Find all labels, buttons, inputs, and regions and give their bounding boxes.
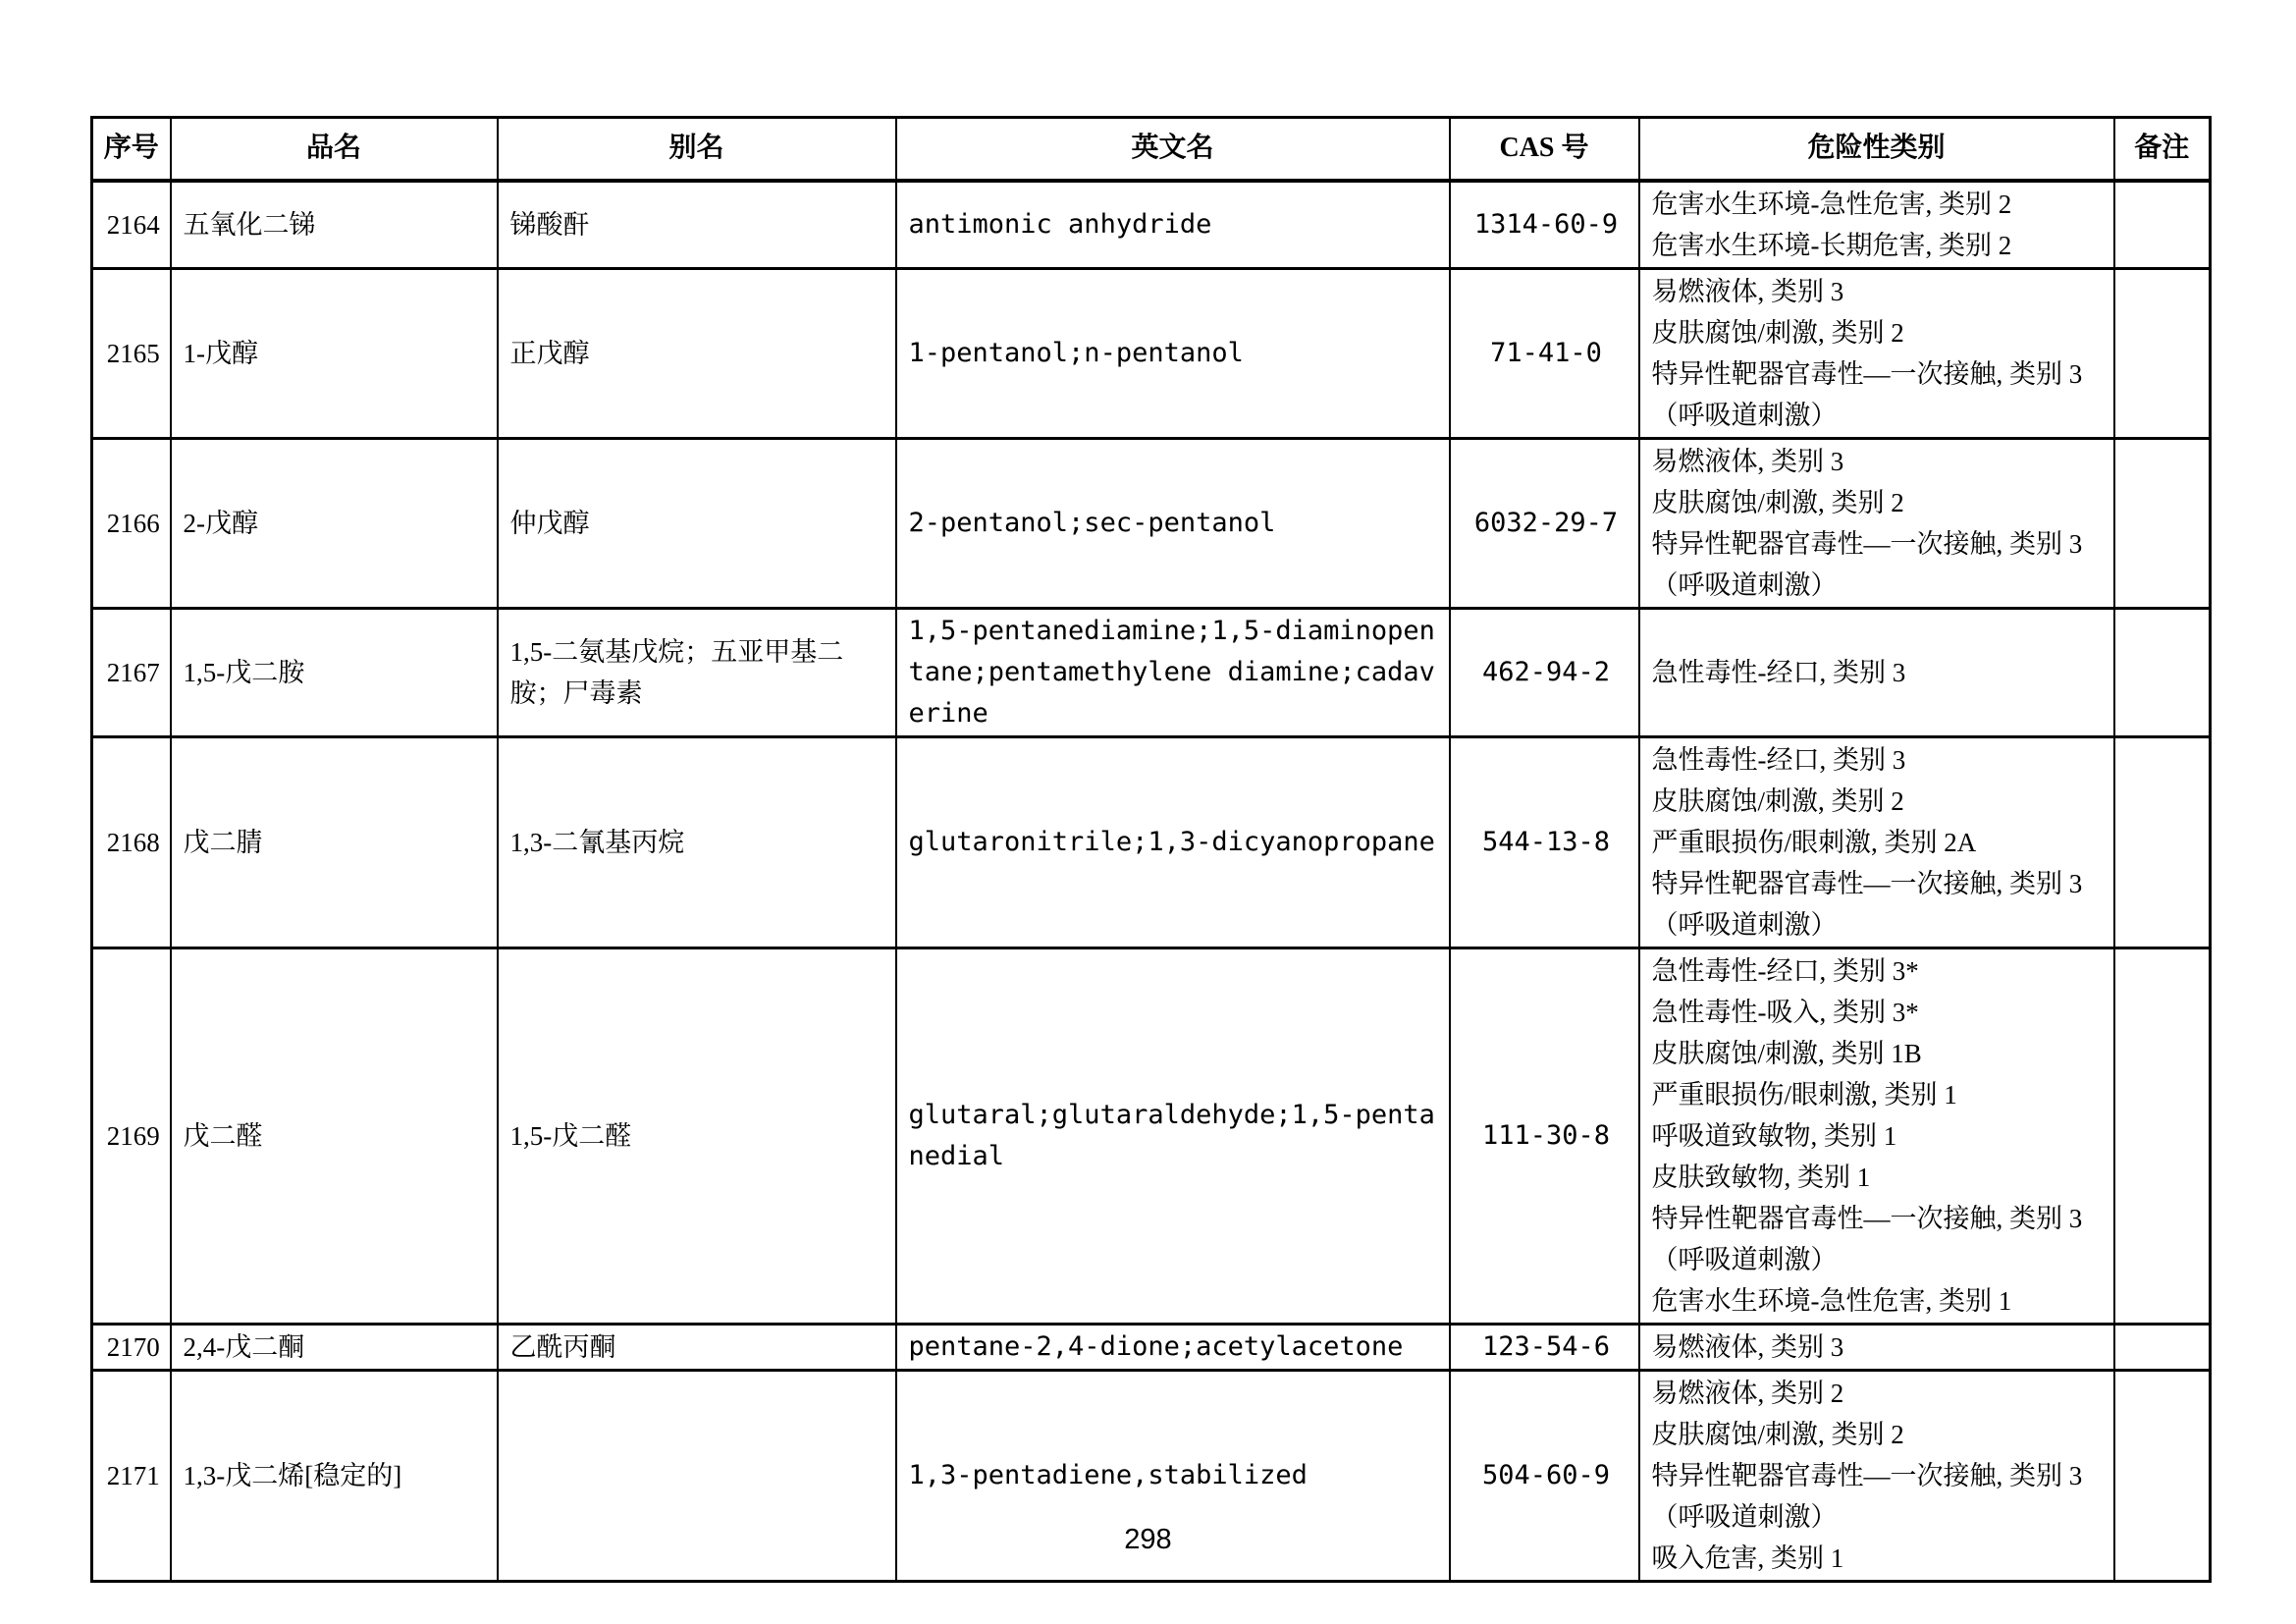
hazard-line: 特异性靶器官毒性—一次接触, 类别 3 bbox=[1651, 528, 2083, 559]
cell-index: 2169 bbox=[92, 947, 171, 1324]
cell-hazard bbox=[1639, 608, 2114, 736]
hazard-line: （呼吸道刺激） bbox=[1651, 1244, 1838, 1274]
cell-alias: 乙酰丙酮 bbox=[498, 1324, 896, 1370]
cell-index: 2171 bbox=[92, 1370, 171, 1581]
col-header-hazard: 危险性类别 bbox=[1639, 118, 2114, 181]
col-header-english: 英文名 bbox=[896, 118, 1450, 181]
table-row bbox=[92, 268, 2211, 438]
hazard-line: 皮肤腐蚀/刺激, 类别 1B bbox=[1651, 1038, 1922, 1068]
cell-cas: 71-41-0 bbox=[1450, 268, 1639, 438]
cell-remark bbox=[2114, 438, 2211, 608]
hazard-line: 易燃液体, 类别 2 bbox=[1651, 1378, 1844, 1408]
hazard-line: 特异性靶器官毒性—一次接触, 类别 3 bbox=[1651, 1460, 2083, 1490]
cell-index: 2170 bbox=[92, 1324, 171, 1370]
hazard-line: 特异性靶器官毒性—一次接触, 类别 3 bbox=[1651, 868, 2083, 898]
hazard-line: （呼吸道刺激） bbox=[1651, 909, 1838, 940]
cell-remark bbox=[2114, 947, 2211, 1324]
hazard-line: 皮肤腐蚀/刺激, 类别 2 bbox=[1651, 1419, 1904, 1449]
hazard-line: 急性毒性-吸入, 类别 3* bbox=[1651, 997, 1919, 1027]
col-header-cas: CAS 号 bbox=[1450, 118, 1639, 181]
hazard-line: 皮肤腐蚀/刺激, 类别 2 bbox=[1651, 487, 1904, 517]
cell-name: 1,3-戊二烯[稳定的] bbox=[171, 1370, 498, 1581]
cell-name: 戊二醛 bbox=[171, 947, 498, 1324]
hazard-line: 易燃液体, 类别 3 bbox=[1651, 276, 1844, 306]
cell-alias: 1,5-戊二醛 bbox=[498, 947, 896, 1324]
hazard-line: 皮肤腐蚀/刺激, 类别 2 bbox=[1651, 317, 1904, 348]
cell-remark bbox=[2114, 608, 2211, 736]
cell-name: 1,5-戊二胺 bbox=[171, 608, 498, 736]
cell-english: antimonic anhydride bbox=[896, 181, 1450, 269]
cell-english: 1-pentanol;n-pentanol bbox=[896, 268, 1450, 438]
table-row bbox=[92, 181, 2211, 269]
cell-name: 2,4-戊二酮 bbox=[171, 1324, 498, 1370]
cell-english: glutaral;glutaraldehyde;1,5-pentanedial bbox=[896, 947, 1450, 1324]
cell-remark bbox=[2114, 736, 2211, 947]
hazard-line: 严重眼损伤/眼刺激, 类别 1 bbox=[1651, 1079, 1957, 1110]
cell-remark bbox=[2114, 181, 2211, 269]
cell-hazard bbox=[1639, 947, 2114, 1324]
hazard-line: 吸入危害, 类别 1 bbox=[1651, 1543, 1844, 1573]
cell-hazard bbox=[1639, 736, 2114, 947]
cell-name: 戊二腈 bbox=[171, 736, 498, 947]
col-header-index: 序号 bbox=[92, 118, 171, 181]
hazard-line: 皮肤致敏物, 类别 1 bbox=[1651, 1162, 1871, 1192]
hazard-line: （呼吸道刺激） bbox=[1651, 400, 1838, 430]
col-header-remark: 备注 bbox=[2114, 118, 2211, 181]
cell-name: 2-戊醇 bbox=[171, 438, 498, 608]
cell-cas: 6032-29-7 bbox=[1450, 438, 1639, 608]
cell-index: 2164 bbox=[92, 181, 171, 269]
hazard-line: 危害水生环境-长期危害, 类别 2 bbox=[1651, 230, 2012, 260]
cell-cas: 504-60-9 bbox=[1450, 1370, 1639, 1581]
table-row bbox=[92, 438, 2211, 608]
table-header-row bbox=[92, 118, 2211, 181]
hazard-line: 危害水生环境-急性危害, 类别 1 bbox=[1651, 1285, 2012, 1316]
col-header-name: 品名 bbox=[171, 118, 498, 181]
cell-alias: 仲戊醇 bbox=[498, 438, 896, 608]
hazard-line: 易燃液体, 类别 3 bbox=[1651, 1331, 1844, 1362]
table-row bbox=[92, 736, 2211, 947]
hazard-line: 急性毒性-经口, 类别 3 bbox=[1651, 744, 1906, 775]
cell-english: 2-pentanol;sec-pentanol bbox=[896, 438, 1450, 608]
hazard-line: 皮肤腐蚀/刺激, 类别 2 bbox=[1651, 785, 1904, 816]
cell-index: 2168 bbox=[92, 736, 171, 947]
hazard-line: 特异性靶器官毒性—一次接触, 类别 3 bbox=[1651, 358, 2083, 389]
cell-alias: 正戊醇 bbox=[498, 268, 896, 438]
hazard-line: 严重眼损伤/眼刺激, 类别 2A bbox=[1651, 827, 1977, 857]
hazard-line: 急性毒性-经口, 类别 3* bbox=[1651, 955, 1919, 986]
cell-remark bbox=[2114, 268, 2211, 438]
cell-english: 1,5-pentanediamine;1,5-diaminopentane;pentamethylene diamine;cadaverine bbox=[896, 608, 1450, 736]
col-header-alias: 别名 bbox=[498, 118, 896, 181]
cell-hazard bbox=[1639, 1324, 2114, 1370]
table-body bbox=[92, 181, 2211, 1582]
cell-index: 2165 bbox=[92, 268, 171, 438]
hazchem-table bbox=[90, 116, 2212, 1583]
hazard-line: （呼吸道刺激） bbox=[1651, 1501, 1838, 1532]
cell-cas: 111-30-8 bbox=[1450, 947, 1639, 1324]
cell-cas: 1314-60-9 bbox=[1450, 181, 1639, 269]
page-number: 298 bbox=[1124, 1524, 1172, 1555]
hazard-line: 易燃液体, 类别 3 bbox=[1651, 446, 1844, 476]
cell-alias: 锑酸酐 bbox=[498, 181, 896, 269]
cell-cas: 123-54-6 bbox=[1450, 1324, 1639, 1370]
cell-name: 五氧化二锑 bbox=[171, 181, 498, 269]
hazard-line: 特异性靶器官毒性—一次接触, 类别 3 bbox=[1651, 1203, 2083, 1233]
cell-remark bbox=[2114, 1324, 2211, 1370]
cell-index: 2167 bbox=[92, 608, 171, 736]
hazard-line: 呼吸道致敏物, 类别 1 bbox=[1651, 1120, 1897, 1151]
cell-english: pentane-2,4-dione;acetylacetone bbox=[896, 1324, 1450, 1370]
cell-name: 1-戊醇 bbox=[171, 268, 498, 438]
cell-cas: 462-94-2 bbox=[1450, 608, 1639, 736]
table-row bbox=[92, 947, 2211, 1324]
hazard-line: 危害水生环境-急性危害, 类别 2 bbox=[1651, 189, 2012, 219]
table-row bbox=[92, 1324, 2211, 1370]
cell-index: 2166 bbox=[92, 438, 171, 608]
cell-english: glutaronitrile;1,3-dicyanopropane bbox=[896, 736, 1450, 947]
cell-hazard bbox=[1639, 268, 2114, 438]
cell-hazard bbox=[1639, 438, 2114, 608]
cell-cas: 544-13-8 bbox=[1450, 736, 1639, 947]
table-row bbox=[92, 608, 2211, 736]
hazard-line: （呼吸道刺激） bbox=[1651, 569, 1838, 600]
cell-alias: 1,3-二氰基丙烷 bbox=[498, 736, 896, 947]
hazard-line: 急性毒性-经口, 类别 3 bbox=[1651, 657, 1906, 687]
cell-english: 1,3-pentadiene,stabilized bbox=[896, 1370, 1450, 1581]
cell-hazard bbox=[1639, 181, 2114, 269]
cell-alias: 1,5-二氨基戊烷；五亚甲基二胺；尸毒素 bbox=[498, 608, 896, 736]
